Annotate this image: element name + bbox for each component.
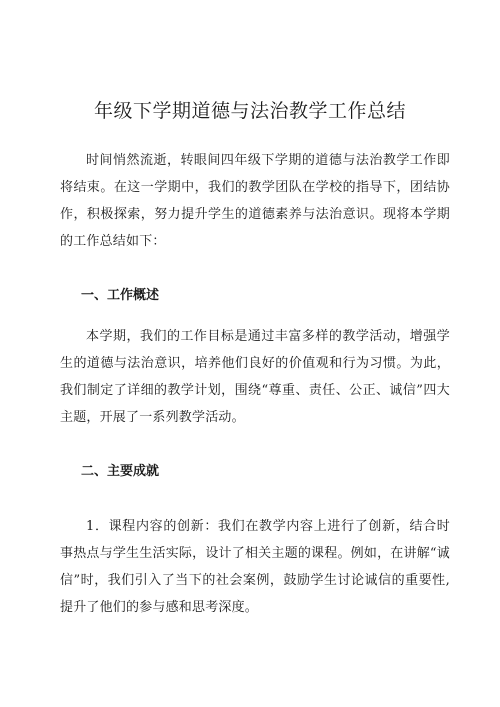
document-title: 年级下学期道德与法治教学工作总结: [93, 100, 406, 122]
section-heading-achievements: 二、主要成就: [81, 464, 160, 479]
section-body-achievements-item-1: 1．课程内容的创新：我们在教学内容上进行了创新，结合时事热点与学生生活实际，设计了相关主题的课程。例如，在讲解“诚信”时，我们引入了当下的社会案例，鼓励学生讨论诚信的重要性,提升了他们的参与感和思考深度。: [60, 519, 450, 615]
intro-paragraph: 时间悄然流逝，转眼间四年级下学期的道德与法治教学工作即将结束。在这一学期中，我们的教学团队在学校的指导下，团结协作，积极探索，努力提升学生的道德素养与法治意识。现将本学期的工作总结如下：: [60, 153, 450, 249]
section-heading-overview: 一、工作概述: [81, 288, 160, 303]
section-body-overview: 本学期，我们的工作目标是通过丰富多样的教学活动，增强学生的道德与法治意识，培养他们良好的价值观和行为习惯。为此，我们制定了详细的教学计划，围绕“尊重、责任、公正、诚信”四大主题，开展了一系列教学活动。: [60, 329, 450, 425]
